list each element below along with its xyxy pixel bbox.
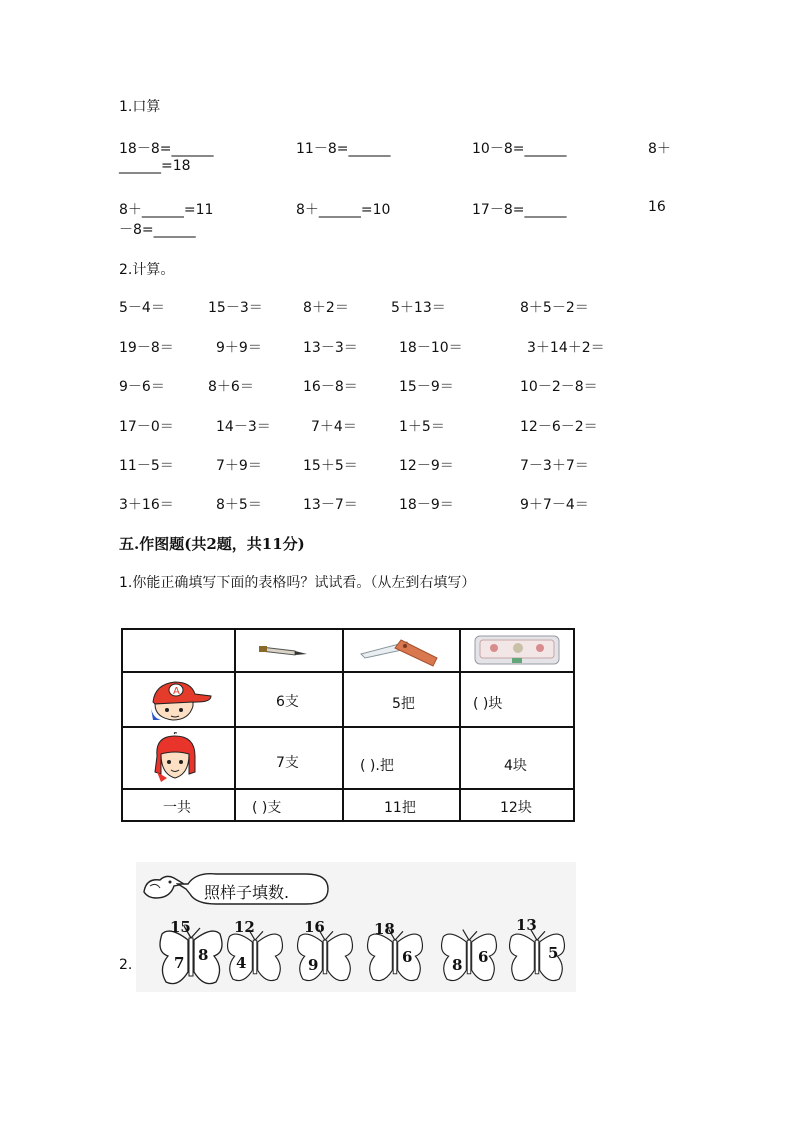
calc-item: 9－6＝ (119, 379, 165, 395)
calc-item: 12－6－2＝ (520, 419, 598, 435)
calc-item: 5＋13＝ (391, 300, 446, 316)
butterfly-right-number: 8 (198, 946, 209, 964)
butterfly-left-number: 4 (236, 954, 247, 972)
oral-item-wrap: －8=______ (119, 222, 196, 238)
boy-pencils: 6支 (276, 694, 299, 710)
girl-knives: ( ).把 (360, 758, 394, 774)
oral-item: 18－8=______ (119, 141, 214, 157)
calc-item: 10－2－8＝ (520, 379, 598, 395)
calc-item: 7－3＋7＝ (520, 458, 589, 474)
question1-text: 1.你能正确填写下面的表格吗？试试看。（从左到右填写） (119, 575, 476, 591)
butterfly-right-number: 6 (402, 948, 413, 966)
section2-title: 2.计算。 (119, 262, 175, 278)
butterfly-right-number: 5 (548, 944, 559, 962)
speech-text: 照样子填数. (204, 883, 290, 902)
oral-item: 8＋ (648, 141, 671, 157)
oral-item-wrap: ______=18 (119, 158, 191, 174)
butterfly-top-number: 12 (234, 918, 255, 936)
oral-item: 8＋______=10 (296, 202, 391, 218)
calc-item: 8＋6＝ (208, 379, 254, 395)
boy-pencil-cases: ( )块 (473, 696, 503, 712)
calc-item: 16－8＝ (303, 379, 358, 395)
oral-item: 11－8=______ (296, 141, 391, 157)
butterfly-left-number: 8 (452, 956, 463, 974)
butterfly-icon (156, 924, 226, 990)
calc-item: 8＋5＝ (216, 497, 262, 513)
calc-item: 9＋7－4＝ (520, 497, 589, 513)
butterfly-right-number: 6 (478, 948, 489, 966)
total-knives: 11把 (384, 800, 416, 816)
items-table (121, 628, 575, 822)
butterfly-left-number: 9 (308, 956, 319, 974)
boy-avatar-icon (147, 678, 213, 722)
calc-item: 7＋9＝ (216, 458, 262, 474)
calc-item: 8＋2＝ (303, 300, 349, 316)
calc-item: 5－4＝ (119, 300, 165, 316)
calc-item: 15＋5＝ (303, 458, 358, 474)
calc-item: 13－3＝ (303, 340, 358, 356)
pencil-case-icon (474, 634, 560, 666)
calc-item: 18－9＝ (399, 497, 454, 513)
calc-item: 1＋5＝ (399, 419, 445, 435)
oral-item: 8＋______=11 (119, 202, 214, 218)
girl-pencils: 7支 (276, 755, 299, 771)
oral-item: 17－8=______ (472, 202, 567, 218)
oral-item: 10－8=______ (472, 141, 567, 157)
butterfly-top-number: 15 (170, 918, 191, 936)
calc-item: 15－3＝ (208, 300, 263, 316)
boy-knives: 5把 (392, 696, 415, 712)
calc-item: 11－5＝ (119, 458, 174, 474)
calc-item: 12－9＝ (399, 458, 454, 474)
girl-avatar-icon (153, 732, 199, 784)
calc-item: 7＋4＝ (311, 419, 357, 435)
calc-item: 13－7＝ (303, 497, 358, 513)
calc-item: 19－8＝ (119, 340, 174, 356)
calc-item: 18－10＝ (399, 340, 463, 356)
calc-item: 8＋5－2＝ (520, 300, 589, 316)
calc-item: 15－9＝ (399, 379, 454, 395)
knife-icon (359, 632, 443, 668)
total-pencil-cases: 12块 (500, 800, 532, 816)
calc-item: 9＋9＝ (216, 340, 262, 356)
calc-item: 3＋16＝ (119, 497, 174, 513)
butterfly-top-number: 16 (304, 918, 325, 936)
butterfly-top-number: 13 (516, 916, 537, 934)
butterfly-panel (136, 862, 576, 992)
butterfly-top-number: 18 (374, 920, 395, 938)
pencil-icon (259, 640, 309, 658)
question2-number: 2. (119, 957, 133, 973)
calc-item: 3＋14＋2＝ (527, 340, 605, 356)
butterfly-icon (438, 924, 500, 990)
section5-heading: 五.作图题(共2题，共11分) (119, 535, 305, 553)
svg-text:A: A (173, 686, 180, 697)
calc-item: 14－3＝ (216, 419, 271, 435)
calc-item: 17－0＝ (119, 419, 174, 435)
total-pencils: ( )支 (252, 800, 282, 816)
total-label: 一共 (163, 800, 191, 816)
girl-pencil-cases: 4块 (504, 758, 527, 774)
section1-title: 1.口算 (119, 99, 161, 115)
oral-item: 16 (648, 199, 666, 215)
butterfly-left-number: 7 (174, 954, 185, 972)
